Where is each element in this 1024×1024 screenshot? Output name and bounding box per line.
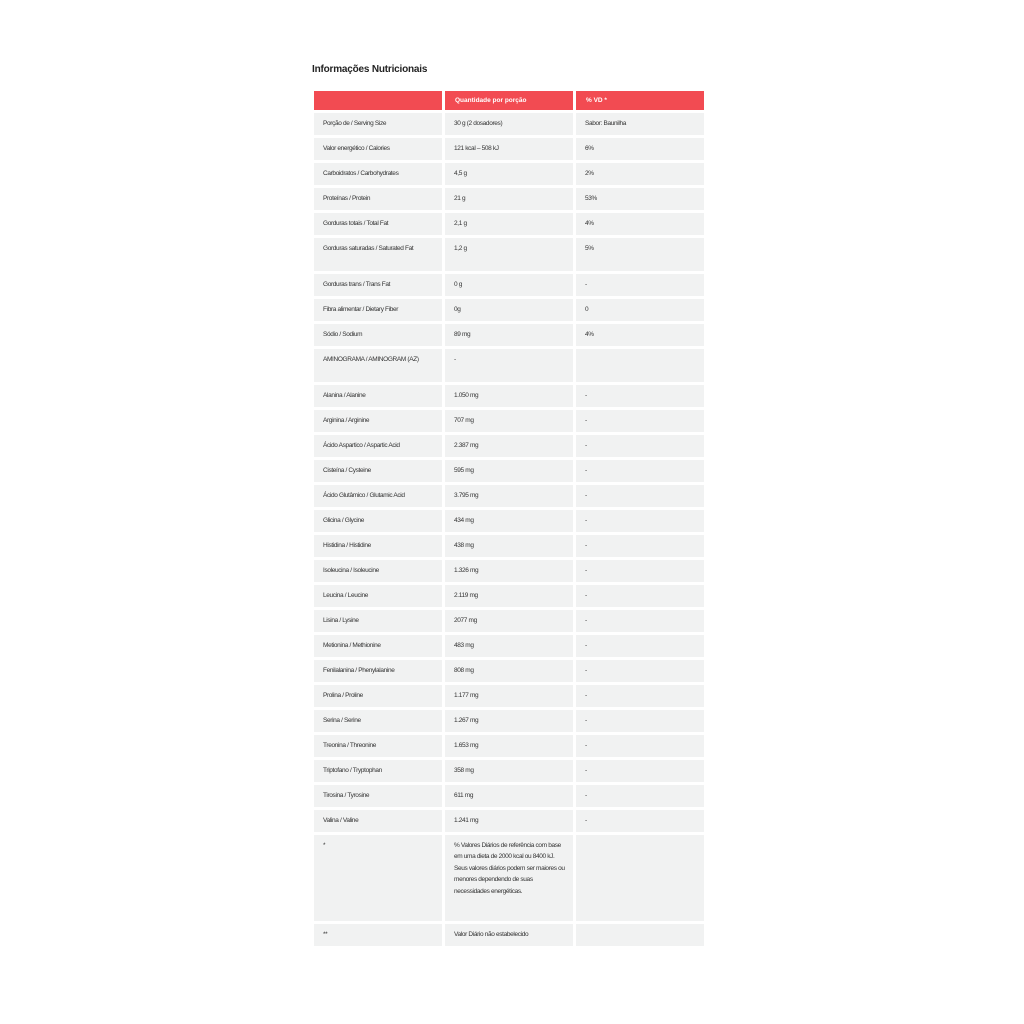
- table-row: [314, 710, 704, 732]
- table-row: [314, 113, 704, 135]
- nutrient-name: Arginina / Arginine: [314, 410, 442, 432]
- nutrient-name: Tirosina / Tyrosine: [314, 785, 442, 807]
- nutrient-daily-value: -: [576, 460, 704, 482]
- nutrient-name: Gorduras trans / Trans Fat: [314, 274, 442, 296]
- table-row: [314, 785, 704, 807]
- table-row: [314, 460, 704, 482]
- nutrient-daily-value: -: [576, 560, 704, 582]
- nutrient-daily-value: -: [576, 610, 704, 632]
- footnote-marker: *: [314, 835, 442, 921]
- footnote-text: Valor Diário não estabelecido: [445, 924, 573, 946]
- nutrient-quantity: 0g: [445, 299, 573, 321]
- nutrient-daily-value: 4%: [576, 324, 704, 346]
- nutrient-quantity: 89 mg: [445, 324, 573, 346]
- nutrient-quantity: -: [445, 349, 573, 382]
- table-row: [314, 385, 704, 407]
- header-cell-nutrient: [314, 91, 442, 110]
- table-row: [314, 163, 704, 185]
- nutrient-daily-value: -: [576, 685, 704, 707]
- nutrient-daily-value: 4%: [576, 213, 704, 235]
- nutrient-daily-value: -: [576, 710, 704, 732]
- nutrient-quantity: 121 kcal – 508 kJ: [445, 138, 573, 160]
- header-cell-daily-value: % VD *: [576, 91, 704, 110]
- nutrient-name: Gorduras totais / Total Fat: [314, 213, 442, 235]
- nutrient-quantity: 1.326 mg: [445, 560, 573, 582]
- nutrient-daily-value: 2%: [576, 163, 704, 185]
- nutrient-quantity: 1,2 g: [445, 238, 573, 271]
- nutrient-quantity: 0 g: [445, 274, 573, 296]
- nutrient-daily-value: -: [576, 785, 704, 807]
- nutrient-quantity: 483 mg: [445, 635, 573, 657]
- footnote-empty-cell: [576, 924, 704, 946]
- nutrient-daily-value: -: [576, 510, 704, 532]
- nutrient-quantity: 707 mg: [445, 410, 573, 432]
- nutrient-name: Sódio / Sodium: [314, 324, 442, 346]
- nutrient-name: Ácido Aspartico / Aspartic Acid: [314, 435, 442, 457]
- table-row: [314, 213, 704, 235]
- nutrient-name: Leucina / Leucine: [314, 585, 442, 607]
- nutrient-quantity: 808 mg: [445, 660, 573, 682]
- nutrient-name: Fibra alimentar / Dietary Fiber: [314, 299, 442, 321]
- nutrient-quantity: 2,1 g: [445, 213, 573, 235]
- nutrient-quantity: 1.653 mg: [445, 735, 573, 757]
- table-row: [314, 635, 704, 657]
- nutrient-daily-value: 5%: [576, 238, 704, 271]
- footnote-row: [314, 924, 704, 946]
- nutrient-name: Valina / Valine: [314, 810, 442, 832]
- nutrient-name: Valor energético / Calories: [314, 138, 442, 160]
- nutrient-daily-value: 6%: [576, 138, 704, 160]
- nutrient-daily-value: -: [576, 735, 704, 757]
- nutrient-daily-value: -: [576, 410, 704, 432]
- nutrient-quantity: 1.050 mg: [445, 385, 573, 407]
- nutrient-name: Triptofano / Tryptophan: [314, 760, 442, 782]
- nutrient-quantity: 4,5 g: [445, 163, 573, 185]
- nutrient-name: AMINOGRAMA / AMINOGRAM (AZ): [314, 349, 442, 382]
- nutrient-quantity: 2.387 mg: [445, 435, 573, 457]
- table-row: [314, 274, 704, 296]
- table-row: [314, 510, 704, 532]
- nutrient-daily-value: [576, 349, 704, 382]
- nutrient-quantity: 1.241 mg: [445, 810, 573, 832]
- nutrient-name: Serina / Serine: [314, 710, 442, 732]
- table-row: [314, 585, 704, 607]
- nutrient-daily-value: 0: [576, 299, 704, 321]
- nutrient-name: Ácido Glutâmico / Glutamic Acid: [314, 485, 442, 507]
- nutrient-quantity: 3.795 mg: [445, 485, 573, 507]
- nutrient-daily-value: -: [576, 635, 704, 657]
- table-row: [314, 238, 704, 271]
- table-row: [314, 610, 704, 632]
- nutrient-quantity: 21 g: [445, 188, 573, 210]
- nutrient-quantity: 30 g (2 dosadores): [445, 113, 573, 135]
- nutrient-name: Porção de / Serving Size: [314, 113, 442, 135]
- nutrient-daily-value: -: [576, 435, 704, 457]
- nutrient-name: Gorduras saturadas / Saturated Fat: [314, 238, 442, 271]
- nutrient-quantity: 611 mg: [445, 785, 573, 807]
- page-title: Informações Nutricionais: [312, 64, 428, 75]
- table-row: [314, 410, 704, 432]
- table-row: [314, 485, 704, 507]
- header-cell-quantity: Quantidade por porção: [445, 91, 573, 110]
- nutrient-name: Glicina / Glycine: [314, 510, 442, 532]
- table-row: [314, 349, 704, 382]
- table-row: [314, 188, 704, 210]
- nutrient-daily-value: -: [576, 485, 704, 507]
- nutrient-name: Metionina / Methionine: [314, 635, 442, 657]
- nutrient-name: Carboidratos / Carbohydrates: [314, 163, 442, 185]
- table-row: [314, 685, 704, 707]
- footnote-empty-cell: [576, 835, 704, 921]
- footnote-text: % Valores Diários de referência com base em uma dieta de 2000 kcal ou 8400 kJ. Seus valores diários podem ser maiores ou menores dependendo de suas necessidades energéticas.: [445, 835, 573, 921]
- nutrition-table: [311, 88, 707, 949]
- table-row: [314, 735, 704, 757]
- nutrient-quantity: 1.177 mg: [445, 685, 573, 707]
- nutrient-daily-value: -: [576, 660, 704, 682]
- table-row: [314, 810, 704, 832]
- nutrient-daily-value: -: [576, 810, 704, 832]
- table-row: [314, 535, 704, 557]
- nutrient-quantity: 434 mg: [445, 510, 573, 532]
- nutrient-quantity: 438 mg: [445, 535, 573, 557]
- table-row: [314, 299, 704, 321]
- nutrient-daily-value: -: [576, 385, 704, 407]
- nutrient-daily-value: Sabor: Baunilha: [576, 113, 704, 135]
- nutrient-name: Treonina / Threonine: [314, 735, 442, 757]
- nutrient-daily-value: -: [576, 760, 704, 782]
- table-header-row: [314, 91, 704, 110]
- nutrient-daily-value: -: [576, 585, 704, 607]
- table-row: [314, 560, 704, 582]
- nutrient-daily-value: -: [576, 274, 704, 296]
- nutrient-quantity: 2077 mg: [445, 610, 573, 632]
- nutrient-name: Prolina / Proline: [314, 685, 442, 707]
- nutrient-quantity: 2.119 mg: [445, 585, 573, 607]
- nutrient-daily-value: 53%: [576, 188, 704, 210]
- nutrient-name: Proteínas / Protein: [314, 188, 442, 210]
- nutrient-quantity: 358 mg: [445, 760, 573, 782]
- nutrient-daily-value: -: [576, 535, 704, 557]
- table-row: [314, 435, 704, 457]
- nutrient-name: Fenilalanina / Phenylalanine: [314, 660, 442, 682]
- nutrient-name: Lisina / Lysine: [314, 610, 442, 632]
- nutrient-name: Cisteína / Cysteine: [314, 460, 442, 482]
- table-row: [314, 760, 704, 782]
- nutrient-name: Histidina / Histidine: [314, 535, 442, 557]
- nutrient-quantity: 1.267 mg: [445, 710, 573, 732]
- nutrient-quantity: 595 mg: [445, 460, 573, 482]
- nutrient-name: Isoleucina / Isoleucine: [314, 560, 442, 582]
- footnote-row: [314, 835, 704, 921]
- table-row: [314, 660, 704, 682]
- table-row: [314, 324, 704, 346]
- nutrient-name: Alanina / Alanine: [314, 385, 442, 407]
- footnote-marker: **: [314, 924, 442, 946]
- table-row: [314, 138, 704, 160]
